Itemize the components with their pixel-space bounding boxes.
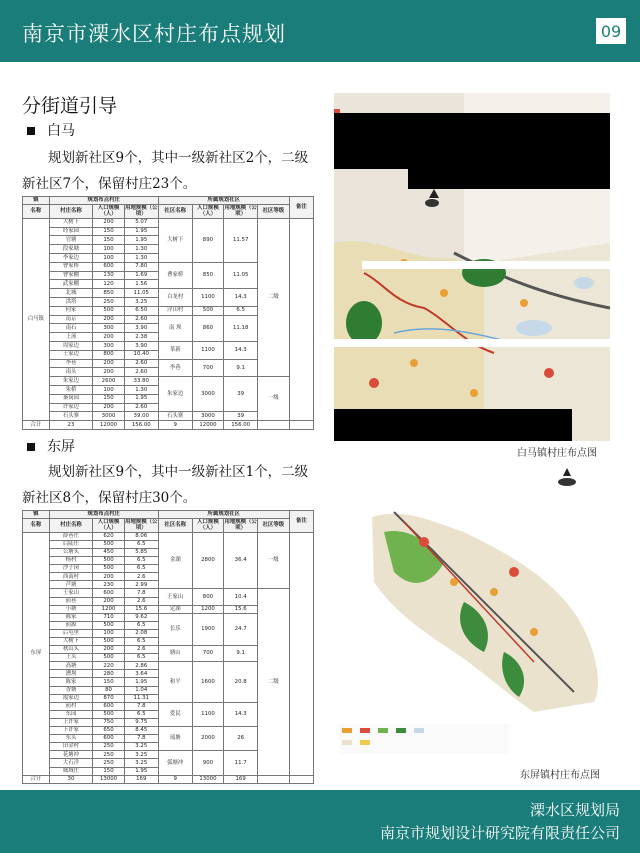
community-grade-cell: 二级 bbox=[258, 589, 290, 775]
village-pop-cell: 250 bbox=[93, 751, 125, 759]
community-pop-cell: 3000 bbox=[192, 377, 224, 412]
header-cell: 名称 bbox=[23, 518, 50, 532]
community-name-cell: 浮山村 bbox=[158, 306, 192, 315]
village-land-cell: 1.30 bbox=[124, 253, 158, 262]
redaction-bar bbox=[334, 113, 610, 169]
village-pop-cell: 2600 bbox=[93, 377, 125, 386]
baima-heading bbox=[27, 120, 75, 140]
village-pop-cell: 220 bbox=[93, 662, 125, 670]
total-cell bbox=[258, 775, 290, 783]
village-name-cell: 南头 bbox=[49, 368, 93, 377]
community-pop-cell: 1100 bbox=[192, 341, 224, 359]
village-land-cell: 3.25 bbox=[124, 297, 158, 306]
village-land-cell: 1.56 bbox=[124, 280, 158, 289]
bullet-square-icon bbox=[27, 443, 35, 451]
community-land-cell: 11.05 bbox=[224, 262, 258, 288]
village-land-cell: 3.25 bbox=[124, 759, 158, 767]
community-land-cell: 9.1 bbox=[224, 359, 258, 377]
village-name-cell: 陈家 bbox=[49, 678, 93, 686]
village-land-cell: 6.5 bbox=[124, 557, 158, 565]
village-land-cell: 6.5 bbox=[124, 638, 158, 646]
village-land-cell: 2.38 bbox=[124, 333, 158, 342]
village-land-cell: 6.5 bbox=[124, 621, 158, 629]
village-pop-cell: 200 bbox=[93, 359, 125, 368]
village-pop-cell: 300 bbox=[93, 324, 125, 333]
village-name-cell: 大石洋 bbox=[49, 759, 93, 767]
note-cell bbox=[289, 218, 313, 420]
village-land-cell: 2.60 bbox=[124, 315, 158, 324]
total-cell: 12000 bbox=[192, 421, 224, 430]
community-pop-cell: 700 bbox=[192, 359, 224, 377]
header-cell: 村庄名称 bbox=[49, 518, 93, 532]
community-name-cell: 定湖 bbox=[158, 605, 192, 613]
total-cell: 169 bbox=[124, 775, 158, 783]
village-pop-cell: 200 bbox=[93, 403, 125, 412]
village-land-cell: 2.86 bbox=[124, 662, 158, 670]
dongping-heading bbox=[27, 436, 75, 456]
village-name-cell: 后屯里 bbox=[49, 629, 93, 637]
village-name-cell: 杨村 bbox=[49, 557, 93, 565]
village-land-cell: 6.5 bbox=[124, 654, 158, 662]
village-land-cell: 1.95 bbox=[124, 227, 158, 236]
table-row bbox=[23, 589, 314, 597]
village-name-cell: 西南村 bbox=[49, 573, 93, 581]
header-cell: 人口规模（人） bbox=[93, 204, 125, 218]
header-cell: 社区等级 bbox=[258, 204, 290, 218]
village-name-cell: 霞家边 bbox=[49, 694, 93, 702]
town-name-cell: 白马镇 bbox=[23, 218, 50, 420]
community-land-cell: 6.5 bbox=[224, 306, 258, 315]
table-row bbox=[23, 377, 314, 386]
village-name-cell: 武家棚 bbox=[49, 280, 93, 289]
community-name-cell: 爱民 bbox=[158, 702, 192, 726]
village-pop-cell: 600 bbox=[93, 589, 125, 597]
village-name-cell: 段家塘 bbox=[49, 245, 93, 254]
total-cell: 156.00 bbox=[224, 421, 258, 430]
header-cell: 镇 bbox=[23, 197, 50, 205]
header-cell: 名称 bbox=[23, 204, 50, 218]
village-name-cell: 高塘 bbox=[49, 662, 93, 670]
page-number: 09 bbox=[596, 18, 626, 44]
dongping-map bbox=[334, 462, 610, 762]
village-land-cell: 3.25 bbox=[124, 751, 158, 759]
baima-map bbox=[334, 93, 610, 441]
baima-paragraph: 规划新社区9个，其中一级新社区2个，二级新社区7个，保留村庄23个。 bbox=[22, 150, 309, 192]
village-pop-cell: 800 bbox=[93, 350, 125, 359]
dongping-map-image bbox=[334, 462, 610, 762]
village-land-cell: 2.6 bbox=[124, 646, 158, 654]
baima-map-caption: 白马镇村庄布点图 bbox=[517, 448, 597, 459]
village-name-cell: 秦岗园 bbox=[49, 394, 93, 403]
total-cell: 169 bbox=[224, 775, 258, 783]
village-land-cell: 1.95 bbox=[124, 767, 158, 775]
header-cell: 规划布点村庄 bbox=[49, 511, 158, 519]
community-land-cell: 11.7 bbox=[224, 751, 258, 775]
village-pop-cell: 280 bbox=[93, 670, 125, 678]
village-land-cell: 11.31 bbox=[124, 694, 158, 702]
total-cell: 12000 bbox=[93, 421, 125, 430]
village-name-cell: 薛巷庄 bbox=[49, 532, 93, 540]
community-pop-cell: 500 bbox=[192, 306, 224, 315]
village-land-cell: 6.5 bbox=[124, 565, 158, 573]
village-pop-cell: 100 bbox=[93, 629, 125, 637]
village-name-cell: 花塘冲 bbox=[49, 751, 93, 759]
community-pop-cell: 850 bbox=[192, 262, 224, 288]
total-cell: 合计 bbox=[23, 421, 50, 430]
village-pop-cell: 500 bbox=[93, 621, 125, 629]
village-pop-cell: 600 bbox=[93, 735, 125, 743]
village-land-cell: 1.69 bbox=[124, 271, 158, 280]
village-name-cell: 周家边 bbox=[49, 341, 93, 350]
village-pop-cell: 150 bbox=[93, 678, 125, 686]
village-name-cell: 洪塔 bbox=[49, 297, 93, 306]
village-pop-cell: 200 bbox=[93, 368, 125, 377]
village-name-cell: 朱家边 bbox=[49, 377, 93, 386]
village-pop-cell: 150 bbox=[93, 236, 125, 245]
community-land-cell: 39 bbox=[224, 412, 258, 421]
village-name-cell: 下许家 bbox=[49, 727, 93, 735]
village-land-cell: 9.62 bbox=[124, 613, 158, 621]
community-grade-cell: 一级 bbox=[258, 377, 290, 421]
village-pop-cell: 230 bbox=[93, 581, 125, 589]
total-cell bbox=[258, 421, 290, 430]
community-name-cell: 南 坝 bbox=[158, 315, 192, 341]
village-name-cell: 曹家棚 bbox=[49, 271, 93, 280]
page-title: 南京市溧水区村庄布点规划 bbox=[22, 22, 286, 46]
community-name-cell: 曹家桥 bbox=[158, 262, 192, 288]
header-cell: 用地规模（公顷） bbox=[224, 518, 257, 532]
total-cell: 13000 bbox=[192, 775, 224, 783]
village-name-cell: 曹家桥 bbox=[49, 262, 93, 271]
header-cell: 所属规划社区 bbox=[158, 197, 289, 205]
village-name-cell: 王家边 bbox=[49, 350, 93, 359]
community-pop-cell: 900 bbox=[192, 751, 224, 775]
header-cell: 备注 bbox=[289, 197, 313, 219]
village-name-cell: 东头 bbox=[49, 735, 93, 743]
community-name-cell: 朱家边 bbox=[158, 377, 192, 412]
village-land-cell: 6.5 bbox=[124, 540, 158, 548]
village-land-cell: 7.8 bbox=[124, 735, 158, 743]
village-pop-cell: 150 bbox=[93, 767, 125, 775]
dongping-paragraph: 规划新社区9个，其中一级新社区1个，二级新社区8个，保留村庄30个。 bbox=[22, 464, 309, 506]
village-name-cell: 香塘 bbox=[49, 686, 93, 694]
village-name-cell: 芦塘 bbox=[49, 581, 93, 589]
total-cell bbox=[289, 421, 313, 430]
village-land-cell: 9.75 bbox=[124, 718, 158, 726]
table-total-row bbox=[23, 421, 314, 430]
redaction-bar bbox=[334, 409, 572, 441]
village-pop-cell: 500 bbox=[93, 638, 125, 646]
village-land-cell: 7.80 bbox=[124, 262, 158, 271]
community-pop-cell: 2000 bbox=[192, 727, 224, 751]
village-land-cell: 2.08 bbox=[124, 629, 158, 637]
village-pop-cell: 750 bbox=[93, 718, 125, 726]
community-land-cell: 14.3 bbox=[224, 702, 258, 726]
note-cell bbox=[289, 532, 313, 775]
village-pop-cell: 200 bbox=[93, 333, 125, 342]
community-land-cell: 15.6 bbox=[224, 605, 258, 613]
header-cell: 备注 bbox=[289, 511, 313, 533]
dongping-map-caption: 东屏镇村庄布点图 bbox=[520, 770, 600, 781]
village-name-cell: 田金村 bbox=[49, 743, 93, 751]
community-name-cell: 李巷 bbox=[158, 359, 192, 377]
village-land-cell: 5.07 bbox=[124, 218, 158, 227]
community-pop-cell: 1900 bbox=[192, 613, 224, 645]
village-land-cell: 3.64 bbox=[124, 670, 158, 678]
village-land-cell: 7.8 bbox=[124, 702, 158, 710]
village-land-cell: 6.50 bbox=[124, 306, 158, 315]
village-pop-cell: 710 bbox=[93, 613, 125, 621]
header-cell: 人口规模（人） bbox=[192, 204, 224, 218]
header-cell: 用地规模（公顷） bbox=[224, 204, 257, 218]
header-cell: 人口规模（人） bbox=[93, 518, 125, 532]
village-pop-cell: 500 bbox=[93, 565, 125, 573]
redaction-bar bbox=[408, 169, 610, 189]
village-name-cell: 石头寨 bbox=[49, 412, 93, 421]
village-land-cell: 2.6 bbox=[124, 573, 158, 581]
village-land-cell: 2.6 bbox=[124, 597, 158, 605]
total-cell: 13000 bbox=[93, 775, 125, 783]
village-pop-cell: 100 bbox=[93, 253, 125, 262]
village-pop-cell: 500 bbox=[93, 557, 125, 565]
community-pop-cell: 700 bbox=[192, 646, 224, 662]
community-name-cell: 弧塘冲 bbox=[158, 751, 192, 775]
village-pop-cell: 150 bbox=[93, 227, 125, 236]
village-name-cell: 前源 bbox=[49, 621, 93, 629]
village-land-cell: 2.60 bbox=[124, 403, 158, 412]
village-pop-cell: 200 bbox=[93, 573, 125, 581]
table-row bbox=[23, 218, 314, 227]
village-land-cell: 7.8 bbox=[124, 589, 158, 597]
community-land-cell: 9.1 bbox=[224, 646, 258, 662]
community-land-cell: 20.8 bbox=[224, 662, 258, 702]
village-land-cell: 11.05 bbox=[124, 289, 158, 298]
bullet-square-icon bbox=[27, 127, 35, 135]
village-name-cell: 李巷 bbox=[49, 359, 93, 368]
village-name-cell: 后陆庄 bbox=[49, 540, 93, 548]
village-name-cell: 许家边 bbox=[49, 403, 93, 412]
footer-org-1: 溧水区规划局 bbox=[529, 801, 620, 819]
community-pop-cell: 800 bbox=[192, 589, 224, 605]
village-pop-cell: 80 bbox=[93, 686, 125, 694]
community-pop-cell: 1100 bbox=[192, 289, 224, 307]
header-cell: 镇 bbox=[23, 511, 50, 519]
community-name-cell: 白龙村 bbox=[158, 289, 192, 307]
village-land-cell: 2.60 bbox=[124, 368, 158, 377]
village-pop-cell: 850 bbox=[93, 289, 125, 298]
table-total-row bbox=[23, 775, 314, 783]
village-land-cell: 39.00 bbox=[124, 412, 158, 421]
village-pop-cell: 200 bbox=[93, 646, 125, 654]
village-land-cell: 8.45 bbox=[124, 727, 158, 735]
header-cell: 规划布点村庄 bbox=[49, 197, 158, 205]
village-pop-cell: 500 bbox=[93, 710, 125, 718]
village-land-cell: 1.30 bbox=[124, 245, 158, 254]
village-land-cell: 5.85 bbox=[124, 548, 158, 556]
village-name-cell: 前巷 bbox=[49, 597, 93, 605]
community-land-cell: 14.3 bbox=[224, 289, 258, 307]
village-land-cell: 10.40 bbox=[124, 350, 158, 359]
total-cell: 156.00 bbox=[124, 421, 158, 430]
village-land-cell: 1.95 bbox=[124, 236, 158, 245]
village-land-cell: 1.04 bbox=[124, 686, 158, 694]
total-cell: 9 bbox=[158, 775, 192, 783]
header-cell: 人口规模（人） bbox=[192, 518, 224, 532]
table-row bbox=[23, 532, 314, 540]
village-pop-cell: 250 bbox=[93, 743, 125, 751]
village-land-cell: 2.99 bbox=[124, 581, 158, 589]
village-name-cell: 李家边 bbox=[49, 253, 93, 262]
village-name-cell: 大树下 bbox=[49, 218, 93, 227]
village-name-cell: 东园 bbox=[49, 710, 93, 718]
community-land-cell: 11.57 bbox=[224, 218, 258, 262]
village-land-cell: 15.6 bbox=[124, 605, 158, 613]
village-name-cell: 上许家 bbox=[49, 718, 93, 726]
community-pop-cell: 1200 bbox=[192, 605, 224, 613]
header-cell: 村庄名称 bbox=[49, 204, 93, 218]
village-name-cell: 公塘头 bbox=[49, 548, 93, 556]
village-pop-cell: 120 bbox=[93, 280, 125, 289]
village-land-cell: 33.80 bbox=[124, 377, 158, 386]
village-name-cell: 小塘 bbox=[49, 605, 93, 613]
village-land-cell: 8.06 bbox=[124, 532, 158, 540]
total-cell: 合计 bbox=[23, 775, 50, 783]
village-pop-cell: 650 bbox=[93, 727, 125, 735]
header-cell: 社区名称 bbox=[158, 518, 192, 532]
village-name-cell: 上汤 bbox=[49, 333, 93, 342]
village-pop-cell: 500 bbox=[93, 540, 125, 548]
village-name-cell: 官塘 bbox=[49, 236, 93, 245]
community-land-cell: 26 bbox=[224, 727, 258, 751]
table-header-row bbox=[23, 204, 314, 218]
table-header-row bbox=[23, 511, 314, 519]
community-pop-cell: 890 bbox=[192, 218, 224, 262]
community-name-cell: 和平 bbox=[158, 662, 192, 702]
village-pop-cell: 300 bbox=[93, 341, 125, 350]
village-land-cell: 1.95 bbox=[124, 394, 158, 403]
village-name-cell: 陈家 bbox=[49, 613, 93, 621]
baima-heading-text: 白马 bbox=[47, 123, 75, 139]
village-pop-cell: 100 bbox=[93, 245, 125, 254]
village-pop-cell: 150 bbox=[93, 394, 125, 403]
total-cell: 23 bbox=[49, 421, 93, 430]
community-land-cell: 10.4 bbox=[224, 589, 258, 605]
village-name-cell: 何家 bbox=[49, 306, 93, 315]
community-name-cell: 金湖 bbox=[158, 532, 192, 589]
community-name-cell: 大树下 bbox=[158, 218, 192, 262]
village-name-cell: 沙子岗 bbox=[49, 565, 93, 573]
community-name-cell: 瑶塘 bbox=[158, 727, 192, 751]
village-land-cell: 3.25 bbox=[124, 743, 158, 751]
total-cell: 30 bbox=[49, 775, 93, 783]
header-cell: 社区名称 bbox=[158, 204, 192, 218]
community-land-cell: 14.3 bbox=[224, 341, 258, 359]
village-land-cell: 1.95 bbox=[124, 678, 158, 686]
village-pop-cell: 600 bbox=[93, 702, 125, 710]
community-pop-cell: 1100 bbox=[192, 702, 224, 726]
table-header-row bbox=[23, 197, 314, 205]
village-name-cell: 经家园 bbox=[49, 227, 93, 236]
village-pop-cell: 250 bbox=[93, 297, 125, 306]
village-name-cell: 秋山头 bbox=[49, 646, 93, 654]
village-pop-cell: 600 bbox=[93, 262, 125, 271]
community-land-cell: 11.18 bbox=[224, 315, 258, 341]
village-land-cell: 3.90 bbox=[124, 324, 158, 333]
village-pop-cell: 620 bbox=[93, 532, 125, 540]
community-pop-cell: 860 bbox=[192, 315, 224, 341]
village-pop-cell: 450 bbox=[93, 548, 125, 556]
header-cell: 用地规模（公顷） bbox=[125, 204, 158, 218]
village-pop-cell: 200 bbox=[93, 315, 125, 324]
total-cell bbox=[289, 775, 313, 783]
community-land-cell: 24.7 bbox=[224, 613, 258, 645]
village-pop-cell: 250 bbox=[93, 759, 125, 767]
village-name-cell: 南石 bbox=[49, 324, 93, 333]
community-pop-cell: 1600 bbox=[192, 662, 224, 702]
dongping-table bbox=[22, 510, 314, 784]
village-name-cell: 王家山 bbox=[49, 589, 93, 597]
village-pop-cell: 1200 bbox=[93, 605, 125, 613]
village-pop-cell: 500 bbox=[93, 306, 125, 315]
community-name-cell: 塘山 bbox=[158, 646, 192, 662]
community-land-cell: 36.4 bbox=[224, 532, 258, 589]
header-cell: 社区等级 bbox=[258, 518, 290, 532]
community-name-cell: 石头寨 bbox=[158, 412, 192, 421]
community-name-cell: 长乐 bbox=[158, 613, 192, 645]
village-pop-cell: 130 bbox=[93, 271, 125, 280]
community-pop-cell: 2800 bbox=[192, 532, 224, 589]
header-cell: 所属规划社区 bbox=[158, 511, 289, 519]
village-name-cell: 大树下 bbox=[49, 638, 93, 646]
dongping-heading-text: 东屏 bbox=[47, 439, 75, 455]
village-name-cell: 漕坝 bbox=[49, 670, 93, 678]
community-grade-cell: 一级 bbox=[258, 532, 290, 589]
community-land-cell: 39 bbox=[224, 377, 258, 412]
footer-org-2: 南京市规划设计研究院有限责任公司 bbox=[379, 824, 620, 842]
village-name-cell: 前村 bbox=[49, 702, 93, 710]
header-cell: 用地规模（公顷） bbox=[125, 518, 158, 532]
village-name-cell: 北城 bbox=[49, 289, 93, 298]
village-land-cell: 6.5 bbox=[124, 710, 158, 718]
community-name-cell: 革新 bbox=[158, 341, 192, 359]
community-grade-cell: 二级 bbox=[258, 218, 290, 376]
village-pop-cell: 500 bbox=[93, 654, 125, 662]
village-name-cell: 城域庄 bbox=[49, 767, 93, 775]
village-pop-cell: 3000 bbox=[93, 412, 125, 421]
village-land-cell: 1.30 bbox=[124, 385, 158, 394]
baima-table bbox=[22, 196, 314, 430]
community-name-cell: 王家山 bbox=[158, 589, 192, 605]
section-title: 分街道引导 bbox=[22, 95, 118, 117]
village-name-cell: 朱桥 bbox=[49, 385, 93, 394]
village-pop-cell: 870 bbox=[93, 694, 125, 702]
village-land-cell: 2.60 bbox=[124, 359, 158, 368]
village-pop-cell: 200 bbox=[93, 218, 125, 227]
table-header-row bbox=[23, 518, 314, 532]
village-land-cell: 3.90 bbox=[124, 341, 158, 350]
village-name-cell: 上头 bbox=[49, 654, 93, 662]
total-cell: 9 bbox=[158, 421, 192, 430]
community-pop-cell: 3000 bbox=[192, 412, 224, 421]
village-name-cell: 南京 bbox=[49, 315, 93, 324]
town-name-cell: 东屏 bbox=[23, 532, 50, 775]
village-pop-cell: 100 bbox=[93, 385, 125, 394]
village-pop-cell: 200 bbox=[93, 597, 125, 605]
